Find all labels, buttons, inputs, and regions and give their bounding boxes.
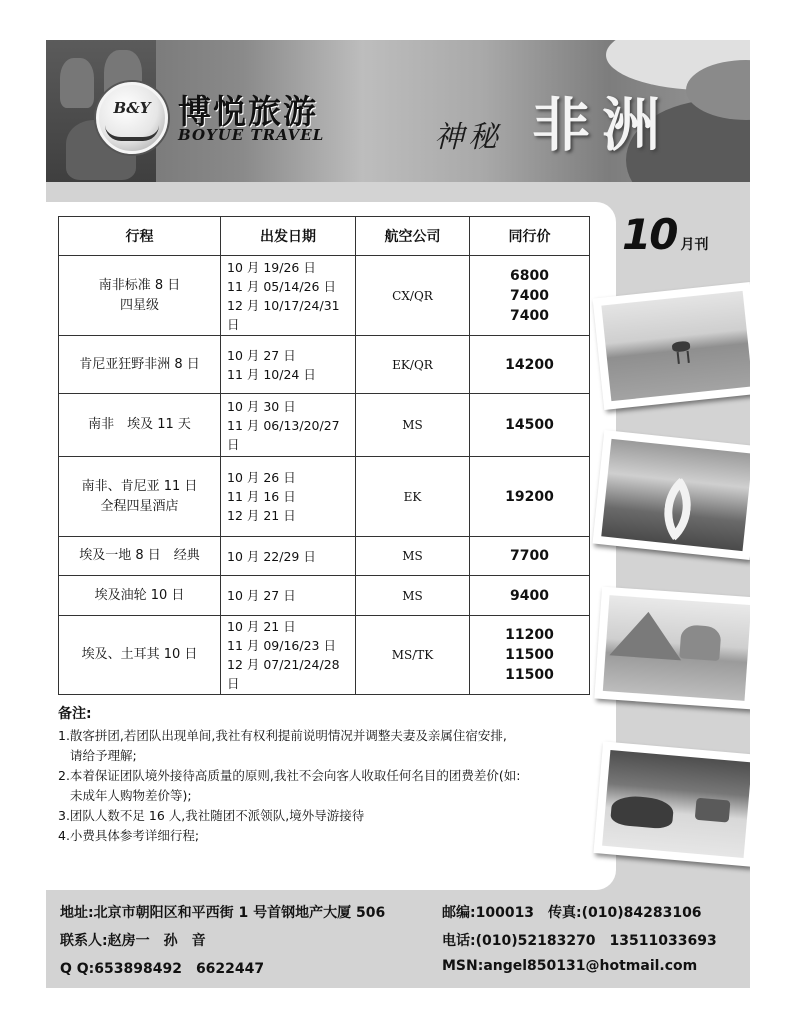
table-row bbox=[59, 616, 590, 695]
airline-cell: EK/QR bbox=[356, 336, 470, 394]
dates-cell: 10 月 26 日 11 月 16 日 12 月 21 日 bbox=[221, 457, 356, 537]
price-cell: 11200 11500 11500 bbox=[470, 616, 590, 695]
note-3: 3.团队人数不足 16 人,我社随团不派领队,境外导游接待 bbox=[58, 808, 365, 823]
airline-cell: MS bbox=[356, 394, 470, 457]
content-panel bbox=[46, 202, 616, 890]
phone-text: 电话:(010)52183270 13511033693 bbox=[442, 933, 717, 949]
table-row bbox=[59, 394, 590, 457]
airline-cell: EK bbox=[356, 457, 470, 537]
table-row bbox=[59, 336, 590, 394]
notes-section bbox=[58, 704, 603, 846]
header-price: 同行价 bbox=[470, 217, 590, 256]
route-cell: 南非标准 8 日 四星级 bbox=[59, 256, 221, 336]
dates-cell: 10 月 19/26 日 11 月 05/14/26 日 12 月 10/17/24/31 日 bbox=[221, 256, 356, 336]
airline-cell: MS/TK bbox=[356, 616, 470, 695]
route-cell: 埃及一地 8 日 经典 bbox=[59, 537, 221, 576]
brand-name-english: BOYUE TRAVEL bbox=[178, 126, 325, 144]
route-cell: 埃及油轮 10 日 bbox=[59, 576, 221, 616]
dates-cell: 10 月 27 日 bbox=[221, 576, 356, 616]
price-cell: 6800 7400 7400 bbox=[470, 256, 590, 336]
photo-pyramid-sphinx bbox=[594, 587, 750, 710]
contact-person-text: 联系人:赵房一 孙 音 bbox=[60, 933, 206, 949]
price-cell: 9400 bbox=[470, 576, 590, 616]
route-cell: 埃及、土耳其 10 日 bbox=[59, 616, 221, 695]
postcode-text: 邮编:100013 bbox=[442, 905, 535, 921]
airline-cell: MS bbox=[356, 576, 470, 616]
brochure-page bbox=[46, 40, 750, 988]
note-2: 2.本着保证团队境外接待高质量的原则,我社不会向客人收取任何名目的团费差价(如: bbox=[58, 768, 521, 783]
price-cell: 19200 bbox=[470, 457, 590, 537]
price-cell: 14500 bbox=[470, 394, 590, 457]
brand-name-chinese: 博悦旅游 bbox=[178, 92, 318, 131]
notes-title: 备注: bbox=[58, 706, 92, 722]
fax-text: 传真:(010)84283106 bbox=[548, 905, 702, 921]
slogan-mysterious: 神秘 bbox=[434, 120, 502, 155]
table-row bbox=[59, 537, 590, 576]
photo-rhino-safari bbox=[593, 741, 750, 866]
issue-monthly: 月刊 bbox=[680, 237, 709, 253]
route-cell: 南非、肯尼亚 11 日 全程四星酒店 bbox=[59, 457, 221, 537]
msn-text: MSN:angel850131@hotmail.com bbox=[442, 958, 698, 974]
table-row bbox=[59, 256, 590, 336]
table-row bbox=[59, 576, 590, 616]
address-text: 地址:北京市朝阳区和平西街 1 号首钢地产大厦 506 bbox=[60, 905, 386, 921]
table-row bbox=[59, 457, 590, 537]
photo-tusk-monument bbox=[592, 430, 750, 560]
route-cell: 肯尼亚狂野非洲 8 日 bbox=[59, 336, 221, 394]
qq-text: Q Q:653898492 6622447 bbox=[60, 961, 265, 977]
dates-cell: 10 月 30 日 11 月 06/13/20/27 日 bbox=[221, 394, 356, 457]
airline-cell: CX/QR bbox=[356, 256, 470, 336]
header-departure-date: 出发日期 bbox=[221, 217, 356, 256]
dates-cell: 10 月 22/29 日 bbox=[221, 537, 356, 576]
issue-label bbox=[622, 210, 708, 259]
issue-number: 10 bbox=[622, 210, 677, 259]
boyue-logo-icon: B&Y bbox=[96, 82, 168, 154]
photo-savanna-antelope bbox=[593, 282, 750, 410]
airline-cell: MS bbox=[356, 537, 470, 576]
itinerary-table bbox=[58, 216, 590, 695]
note-4: 4.小费具体参考详细行程; bbox=[58, 828, 200, 843]
header-route: 行程 bbox=[59, 217, 221, 256]
price-cell: 7700 bbox=[470, 537, 590, 576]
route-cell: 南非 埃及 11 天 bbox=[59, 394, 221, 457]
table-header-row bbox=[59, 217, 590, 256]
price-cell: 14200 bbox=[470, 336, 590, 394]
note-1-continued: 请给予理解; bbox=[70, 748, 137, 763]
header-airline: 航空公司 bbox=[356, 217, 470, 256]
header-banner bbox=[46, 40, 750, 182]
dates-cell: 10 月 27 日 11 月 10/24 日 bbox=[221, 336, 356, 394]
dates-cell: 10 月 21 日 11 月 09/16/23 日 12 月 07/21/24/28 日 bbox=[221, 616, 356, 695]
slogan-africa: 非洲 bbox=[532, 91, 673, 159]
note-1: 1.散客拼团,若团队出现单间,我社有权利提前说明情况并调整夫妻及亲属住宿安排, bbox=[58, 728, 507, 743]
note-2-continued: 未成年人购物差价等); bbox=[70, 788, 192, 803]
